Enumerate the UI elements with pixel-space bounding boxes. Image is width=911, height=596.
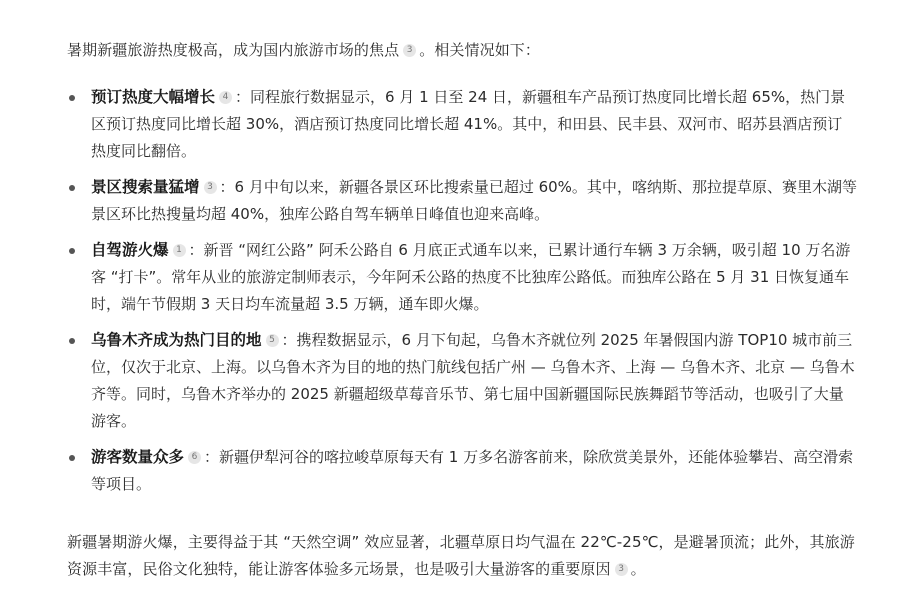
list-item-booking [67, 84, 857, 165]
item-title: 预订热度大幅增长 [91, 88, 216, 106]
conclusion-after: 。 [630, 560, 646, 578]
bullet-list [67, 84, 857, 498]
item-text: ：同程旅行数据显示，6 月 1 日至 24 日，新疆租车产品预订热度同比增长超 65%，热门景区预订热度同比增长超 30%，酒店预订热度同比增长超 41%。其中，和田县、民丰县、双河市、昭苏县酒店预订热度同比翻倍。 [91, 88, 846, 160]
item-text: ：新晋 “网红公路” 阿禾公路自 6 月底正式通车以来，已累计通行车辆 3 万余辆，吸引超 10 万名游客 “打卡”。常年从业的旅游定制师表示，今年阿禾公路的热度不比独库公路低。而独库公路在 5 月 31 日恢复通车时，端午节假期 3 天日均车流量超 3.5 万辆，通车即火爆。 [91, 241, 851, 313]
list-item-selfdrive [67, 237, 857, 318]
item-title: 游客数量众多 [91, 448, 185, 466]
item-title: 景区搜索量猛增 [91, 178, 200, 196]
list-item-urumqi [67, 327, 857, 435]
list-item-visitors [67, 444, 857, 498]
citation-badge[interactable]: 5 [266, 334, 279, 347]
citation-badge[interactable]: 4 [219, 91, 232, 104]
item-text: ：携程数据显示，6 月下旬起，乌鲁木齐就位列 2025 年暑假国内游 TOP10 城市前三位，仅次于北京、上海。以乌鲁木齐为目的地的热门航线包括广州 — 乌鲁木齐、上海 — 乌鲁木齐、北京 — 乌鲁木齐等。同时，乌鲁木齐举办的 2025 新疆超级草莓音乐节、第七届中国新疆国际民族舞蹈节等活动，也吸引了大量游客。 [91, 331, 855, 430]
item-title: 自驾游火爆 [91, 241, 169, 259]
intro-text: 暑期新疆旅游热度极高，成为国内旅游市场的焦点 [67, 41, 400, 59]
intro-after: 。相关情况如下： [419, 41, 541, 59]
conclusion-paragraph [67, 529, 857, 583]
citation-badge[interactable]: 6 [188, 451, 201, 464]
citation-badge[interactable]: 3 [204, 181, 217, 194]
item-title: 乌鲁木齐成为热门目的地 [91, 331, 262, 349]
list-item-search [67, 174, 857, 228]
conclusion-text: 新疆暑期游火爆，主要得益于其 “天然空调” 效应显著，北疆草原日均气温在 22℃-25℃，是避暑顶流；此外，其旅游资源丰富，民俗文化独特，能让游客体验多元场景，也是吸引大量游客的重要原因 [67, 533, 855, 578]
citation-badge[interactable]: 3 [615, 563, 628, 576]
item-text: ：6 月中旬以来，新疆各景区环比搜索量已超过 60%。其中，喀纳斯、那拉提草原、赛里木湖等景区环比热搜量均超 40%，独库公路自驾车辆单日峰值也迎来高峰。 [91, 178, 857, 223]
citation-badge[interactable]: 1 [173, 244, 186, 257]
item-text: ：新疆伊犁河谷的喀拉峻草原每天有 1 万多名游客前来，除欣赏美景外，还能体验攀岩、高空滑索等项目。 [91, 448, 854, 493]
citation-badge[interactable]: 3 [403, 44, 416, 57]
intro-paragraph [67, 37, 857, 64]
